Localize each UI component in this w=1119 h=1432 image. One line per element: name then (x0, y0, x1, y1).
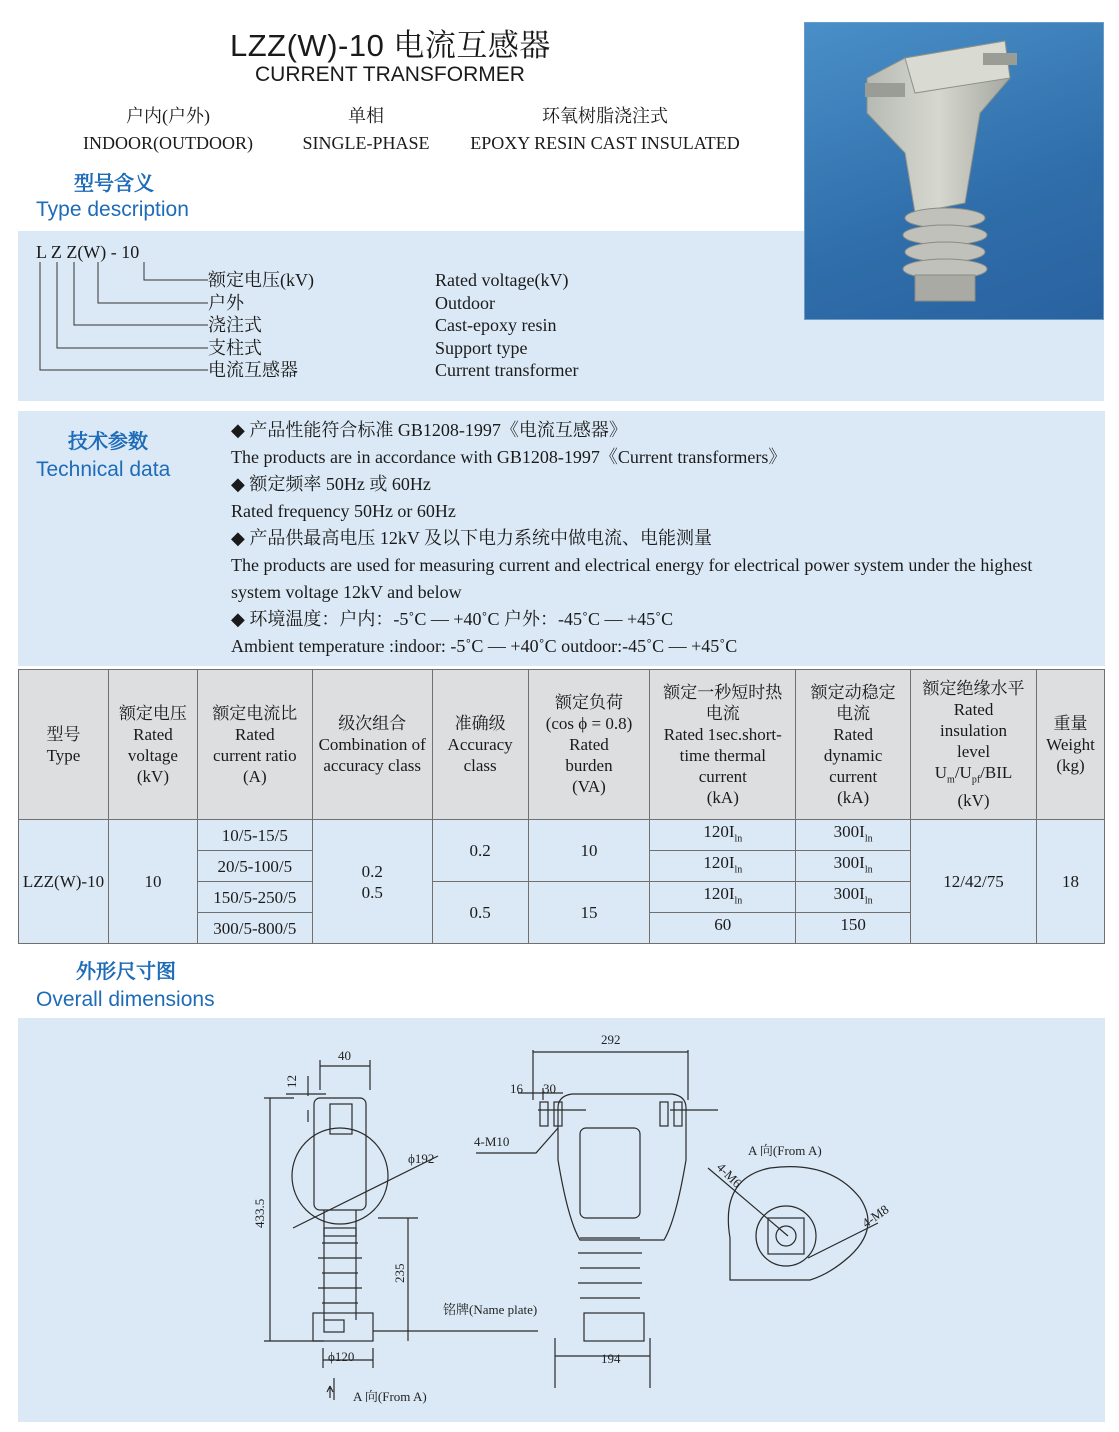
cell-ratio: 150/5-250/5 (197, 882, 312, 913)
type-item-en: Outdoor (435, 292, 495, 313)
header-type: 型号 Type (19, 670, 109, 820)
cell-thermal: $120I_{ln}$ (650, 851, 796, 882)
dim-194: 194 (601, 1351, 621, 1366)
nameplate-label: 铭牌(Name plate) (443, 1302, 538, 1317)
cell-ratio: 300/5-800/5 (197, 913, 312, 944)
cell-thermal: $120I_{ln}$ (650, 820, 796, 851)
dim-phi-120: ϕ120 (328, 1349, 355, 1364)
cell-thermal: 60 (650, 913, 796, 944)
spec-table (18, 669, 1105, 944)
dimensions-panel (18, 1018, 1105, 1422)
tech-line: The products are in accordance with GB1208-1997《Current transformers》 (231, 447, 787, 467)
tech-line: ◆ 额定频率 50Hz 或 60Hz (231, 474, 431, 494)
thread-m8-label: 4-M8 (859, 1201, 892, 1231)
type-description-title-cn: 型号含义 (74, 171, 154, 195)
dim-12: 12 (284, 1075, 299, 1088)
header-current-ratio: 额定电流比 Rated current ratio (A) (197, 670, 312, 820)
category-insulation-en: EPOXY RESIN CAST INSULATED (470, 133, 740, 153)
tech-line: Rated frequency 50Hz or 60Hz (231, 501, 456, 521)
category-location-en: INDOOR(OUTDOOR) (83, 133, 253, 153)
dim-30: 30 (543, 1081, 556, 1096)
cell-dynamic: $300I_{ln}$ (796, 851, 911, 882)
type-code-connector-lines (30, 262, 210, 377)
type-item-en: Cast-epoxy resin (435, 315, 557, 335)
cell-combination: 0.2 0.5 (312, 820, 432, 944)
category-location (78, 103, 258, 157)
category-phase-cn: 单相 (348, 106, 384, 126)
type-item-cn: 支柱式 (208, 337, 262, 358)
cell-dynamic: $300I_{ln}$ (796, 882, 911, 913)
header-voltage: 额定电压 Rated voltage (kV) (108, 670, 197, 820)
from-a-bottom-label: A 向(From A) (353, 1389, 427, 1404)
thread-m6-label: 4-M6 (713, 1159, 745, 1191)
header-thermal-current: 额定一秒短时热 电流 Rated 1sec.short- time thermal current (kA) (650, 670, 796, 820)
cell-ratio: 10/5-15/5 (197, 820, 312, 851)
header-insulation: 额定绝缘水平 Rated insulation level $U_m/U_{pf}$/BIL (kV) (911, 670, 1037, 820)
category-phase-en: SINGLE-PHASE (302, 133, 430, 153)
type-items-en (435, 269, 578, 382)
cell-accuracy: 0.2 (432, 820, 528, 882)
category-insulation (452, 103, 758, 157)
cell-thermal: $120I_{ln}$ (650, 882, 796, 913)
thread-m10-label: 4-M10 (474, 1134, 510, 1149)
header-weight: 重量 Weight (kg) (1036, 670, 1104, 820)
dim-phi-192: ϕ192 (408, 1151, 435, 1166)
cell-burden: 10 (528, 820, 650, 882)
dimensions-title-cn: 外形尺寸图 (76, 959, 176, 983)
dim-292: 292 (601, 1032, 621, 1047)
cell-weight: 18 (1036, 820, 1104, 944)
type-item-cn: 户外 (208, 292, 244, 313)
cell-burden: 15 (528, 882, 650, 944)
header-accuracy: 准确级 Accuracy class (432, 670, 528, 820)
cell-insulation: 12/42/75 (911, 820, 1037, 944)
type-item-en: Support type (435, 337, 528, 358)
tech-line: system voltage 12kV and below (231, 582, 462, 602)
dim-16: 16 (510, 1081, 523, 1096)
from-a-top-label: A 向(From A) (748, 1143, 822, 1158)
category-location-cn: 户内(户外) (126, 106, 210, 126)
tech-line: ◆ 产品性能符合标准 GB1208-1997《电流互感器》 (231, 420, 627, 440)
tech-line: Ambient temperature :indoor: -5˚C — +40˚C outdoor:-45˚C — +45˚C (231, 636, 738, 656)
page-subtitle: CURRENT TRANSFORMER (255, 63, 525, 86)
header-dynamic-current: 额定动稳定 电流 Rated dynamic current (kA) (796, 670, 911, 820)
category-phase (296, 103, 436, 157)
cell-dynamic: $300I_{ln}$ (796, 820, 911, 851)
dim-235: 235 (392, 1263, 407, 1283)
transformer-photo-icon (805, 23, 1105, 321)
type-item-cn: 额定电压(kV) (208, 270, 314, 290)
category-insulation-cn: 环氧树脂浇注式 (542, 106, 668, 126)
technical-data-title-en: Technical data (36, 458, 171, 481)
cell-voltage: 10 (108, 820, 197, 944)
page-title: LZZ(W)-10 电流互感器 (230, 28, 551, 63)
dimension-drawing (18, 1018, 1105, 1422)
type-item-en: Current transformer (435, 360, 579, 380)
type-item-en: Rated voltage(kV) (435, 270, 569, 290)
tech-line: ◆ 产品供最高电压 12kV 及以下电力系统中做电流、电能测量 (231, 528, 713, 548)
dim-40: 40 (338, 1048, 351, 1063)
type-description-panel-ext (804, 320, 1104, 401)
header-combination: 级次组合 Combination of accuracy class (312, 670, 432, 820)
type-item-cn: 电流互感器 (208, 360, 298, 380)
product-photo (804, 22, 1104, 320)
tech-line: ◆ 环境温度：户内：-5˚C — +40˚C 户外：-45˚C — +45˚C (231, 609, 674, 629)
type-items-cn (208, 269, 314, 382)
cell-accuracy: 0.5 (432, 882, 528, 944)
cell-dynamic: 150 (796, 913, 911, 944)
cell-ratio: 20/5-100/5 (197, 851, 312, 882)
technical-data-title-cn: 技术参数 (68, 429, 148, 453)
dim-433-5: 433.5 (252, 1198, 267, 1228)
tech-line: The products are used for measuring current and electrical energy for electrical power system under the highest (231, 555, 1033, 575)
type-code: L Z Z(W) - 10 (36, 242, 140, 262)
header-burden: 额定负荷 (cos ϕ = 0.8) Rated burden (VA) (528, 670, 650, 820)
type-item-cn: 浇注式 (208, 315, 262, 335)
type-description-title-en: Type description (36, 198, 189, 221)
technical-data-lines (231, 417, 1032, 660)
cell-model: LZZ(W)-10 (19, 820, 109, 944)
table-row (19, 820, 1105, 851)
dimensions-title-en: Overall dimensions (36, 988, 215, 1011)
